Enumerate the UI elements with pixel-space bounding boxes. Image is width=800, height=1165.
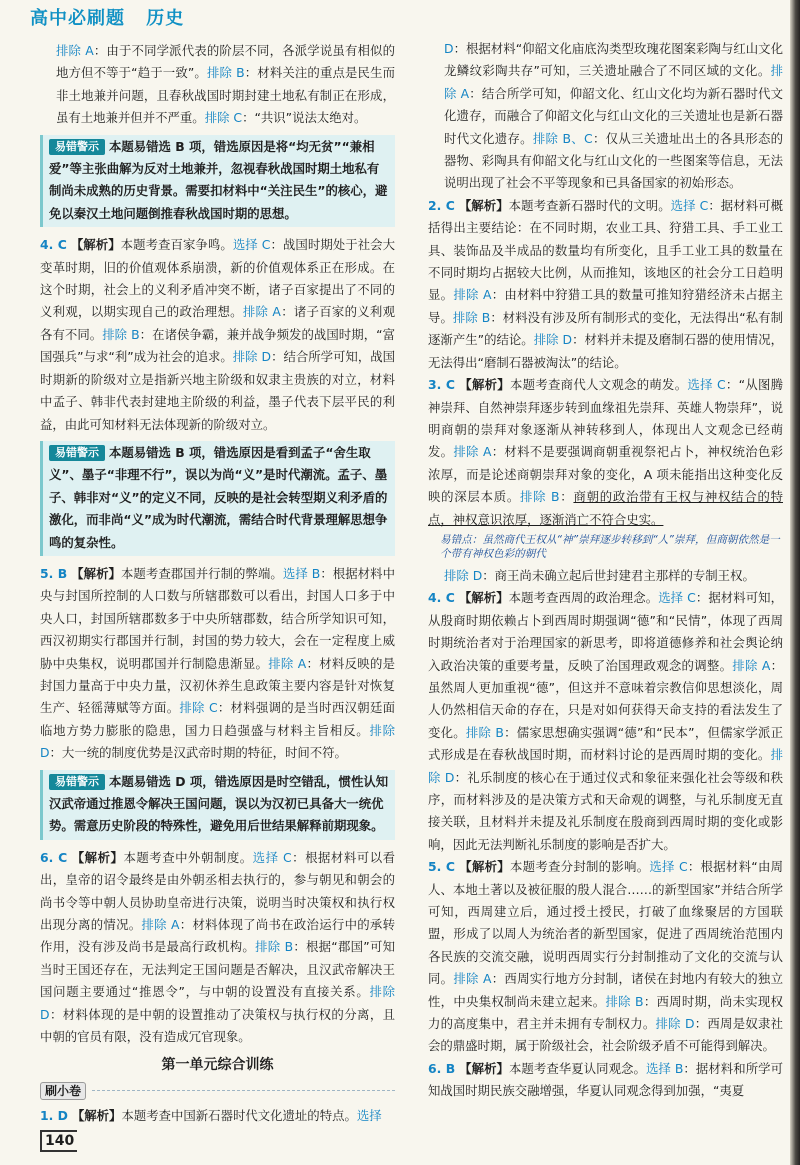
warning-label: 易错警示 [49, 774, 105, 790]
section-title: 第一单元综合训练 [161, 1057, 274, 1074]
answer-3-continued: 排除 A：由于不同学派代表的阶层不同，各派学说虽有相似的地方但不等于“趋于一致”。排除 B：材料关注的重点是民生而非土地兼并问题，且春秋战国时期封建土地私有制正在形成，虽有土地兼并但并不严重。排除 C：“共识”说法太绝对。 [56, 43, 395, 126]
practice-label: 刷小卷 [40, 1082, 86, 1100]
handwritten-note: 易错点：虽然商代王权从“神”崇拜逐步转移到“人”崇拜，但商朝依然是一个带有神权色彩的朝代 [440, 533, 780, 560]
answer-5: 5. B 【解析】本题考查郡国并行制的弊端。选择 B：根据材料中央与封国所控制的人口数与所辖郡数可以看出，封国人口多于中央人口，封国所辖郡数多于中央所辖郡数，结合所学知识可知，西汉初期实行郡国并行制，封国的势力较大，会在一定程度上威胁中央集权，说明郡国并行制隐患渐显。排除 A：材料反映的是封国力量高于中央力量，汉初休养生息政策主要内容是针对恢复生产、轻徭薄赋等方面。排除 C：材料强调的是当时西汉朝廷面临地方势力膨胀的隐患，国力日趋强盛与材料主旨相反。排除 D：大一统的制度优势是汉武帝时期的特征，时间不符。 [40, 565, 395, 761]
answer-3: 3. C 【解析】本题考查商代人文观念的萌发。选择 C：“从图腾神崇拜、自然神崇拜逐步转到血缘祖先崇拜、英雄人物崇拜”，说明商朝的崇拜对象逐渐从神转移到人，体现出人文观念已经萌发。排除 A：材料不是要强调商朝重视祭祀占卜，神权统治色彩浓厚，而是论述商朝崇拜对象的变化，A 项未能指出这种变化反映的深层本质。排除 B：商朝的政治带有王权与神权结合的特点，神权意识浓厚，逐渐消亡不符合史实。 [428, 377, 783, 527]
answer-4: 4. C 【解析】本题考查西周的政治理念。选择 C：据材料可知，从殷商时期依赖占卜到西周时期强调“德”和“民情”，体现了西周时期统治者对于治理国家的新思考，即将道德修养和社会舆论纳入政治决策的重要考量，反映了治国理政观念的调整。排除 A：虽然周人更加重视“德”，但这并不意味着宗教信仰思想淡化，周人仍然相信天命的存在，只是对如何获得天命支持的看法发生了变化。排除 B：儒家思想确实强调“德”和“民本”，但儒家学派正式形成是在春秋战国时期，而材料讨论的是西周时期的变化。排除 D：礼乐制度的核心在于通过仪式和象征来强化社会等级和秩序，而材料涉及的是决策方式和天命观的调整，与礼乐制度无直接关联，且材料并未提及礼乐制度在殷商到西周时期的变化或影响，因此无法判断礼乐制度的影响是否扩大。 [428, 590, 783, 852]
warning-label: 易错警示 [49, 139, 105, 155]
page-header [30, 4, 198, 30]
book-title: 高中必刷题 [30, 8, 125, 29]
answer-6: 6. C 【解析】本题考查中外朝制度。选择 C：根据材料可以看出，皇帝的诏令最终是由外朝丞相去执行的，参与朝见和朝会的尚书令等中朝人员协助皇帝进行决策，说明当时决策权和执行权出现分离的情况。排除 A：材料体现了尚书在政治运行中的承转作用，没有涉及尚书是最高行政机构。排除 B：根据“郡国”可知当时王国还存在，无法判定王国问题是否解决，且汉武帝解决王国问题主要通过“推恩令”，与中朝的设置没有直接关系。排除 D：材料体现的是中朝的设置推动了决策权与执行权的分离，且中朝的官员有限，没有造成冗官现象。 [40, 849, 395, 1045]
answer-1: 1. D 【解析】本题考查中国新石器时代文化遗址的特点。选择 [40, 1107, 382, 1123]
page-edge [790, 0, 800, 1165]
right-column [428, 38, 783, 1138]
error-warning-box: 易错警示 本题易错选 B 项，错选原因是看到孟子“舍生取义”、墨子“非理不行”，误以为尚“义”是时代潮流。孟子、墨子、韩非对“义”的定义不同，反映的是社会转型期义利矛盾的激化，而非尚“义”成为时代潮流，需结合时代背景理解思想争鸣的复杂性。 [40, 441, 395, 556]
warning-label: 易错警示 [49, 445, 105, 461]
divider [92, 1090, 395, 1091]
answer-4: 4. C 【解析】本题考查百家争鸣。选择 C：战国时期处于社会大变革时期，旧的价值观体系崩溃，新的价值观体系正在形成。在这个时期，社会上的义利矛盾冲突不断，诸子百家提出了不同的义利观，以期实现自己的政治理想。排除 A：诸子百家的义利观各有不同。排除 B：在诸侯争霸，兼并战争频发的战国时期，“富国强兵”与求“利”成为社会的追求。排除 D：结合所学可知，战国时期新的阶级对立是指新兴地主阶级和奴隶主贵族的对立，材料中孟子、韩非代表封建地主阶级的利益，墨子代表下层平民的利益，由此可知材料无法体现新的阶级对立。 [40, 237, 395, 432]
answer-5: 5. C 【解析】本题考查分封制的影响。选择 C：根据材料“由周人、本地土著以及被征服的殷人混合……的新型国家”并结合所学可知，西周建立后，通过授土授民，打破了血缘聚居的方国联盟，形成了以周人为统治者的新型国家，促进了西周统治范围内各民族的交流交融，说明西周实行分封制推动了文化的交流与认同。排除 A：西周实行地方分封制，诸侯在封地内有较大的独立性，中央集权制尚未建立起来。排除 B：西周时期，尚未实现权力的高度集中，君主并未拥有专制权力。排除 D：西周是奴隶社会的鼎盛时期，属于阶级社会，社会阶级矛盾不可能得到解决。 [428, 859, 783, 1054]
answer-3-option-d: 排除 D：商王尚未确立起后世封建君主那样的专制王权。 [444, 567, 755, 583]
left-column [40, 40, 395, 1140]
error-warning-box: 易错警示 本题易错选 B 项，错选原因是将“均无贫”“兼相爱”等主张曲解为反对土地兼并，忽视春秋战国时期土地私有制尚未成熟的历史背景。需要扣材料中“关注民生”的核心，避免以秦汉土地问题倒推春秋战国时期的思想。 [40, 135, 395, 228]
answer-1-continued: D：根据材料“仰韶文化庙底沟类型玫瑰花图案彩陶与红山文化龙鳞纹彩陶共存”可知，三关遗址融合了不同区域的文化。排除 A：结合所学可知，仰韶文化、红山文化均为新石器时代文化遗存，而融合了仰韶文化与红山文化的三关遗址也是新石器时代文化遗存。排除 B、C：仅从三关遗址出土的各具形态的器物、彩陶具有仰韶文化与红山文化的一些图案等信息，无法说明出现了社会不平等现象和已具备国家的初始形态。 [444, 41, 783, 191]
answer-2: 2. C 【解析】本题考查新石器时代的文明。选择 C：据材料可概括得出主要结论：在不同时期，农业工具、狩猎工具、手工业工具、装饰品及半成品的数量均有所变化，且手工业工具的数量在不同时期均占据较大比例，从而推知，该地区的社会分工日趋明显。排除 A：由材料中狩猎工具的数量可推知狩猎经济未占据主导。排除 B：材料没有涉及所有制形式的变化，无法得出“私有制逐渐产生”的结论。排除 D：材料并未提及磨制石器的使用情况，无法得出“磨制石器被淘汰”的结论。 [428, 197, 783, 370]
page-number: 140 [40, 1130, 77, 1152]
subject-label: 历史 [146, 8, 185, 29]
answer-6: 6. B 【解析】本题考查华夏认同观念。选择 B：据材料和所学可知战国时期民族交融增强，华夏认同观念得到加强，“夷夏 [428, 1060, 783, 1099]
underlined-text: 商朝的政治带有王权与神权结合的特点，神权意识浓厚，逐渐消亡不符合史实。 [428, 489, 783, 527]
section-bar [40, 1081, 395, 1101]
error-warning-box: 易错警示 本题易错选 D 项，错选原因是时空错乱，惯性认知汉武帝通过推恩令解决王国问题，误以为汉初已具备大一统优势。需意历史阶段的特殊性，避免用后世结果解释前期现象。 [40, 770, 395, 840]
